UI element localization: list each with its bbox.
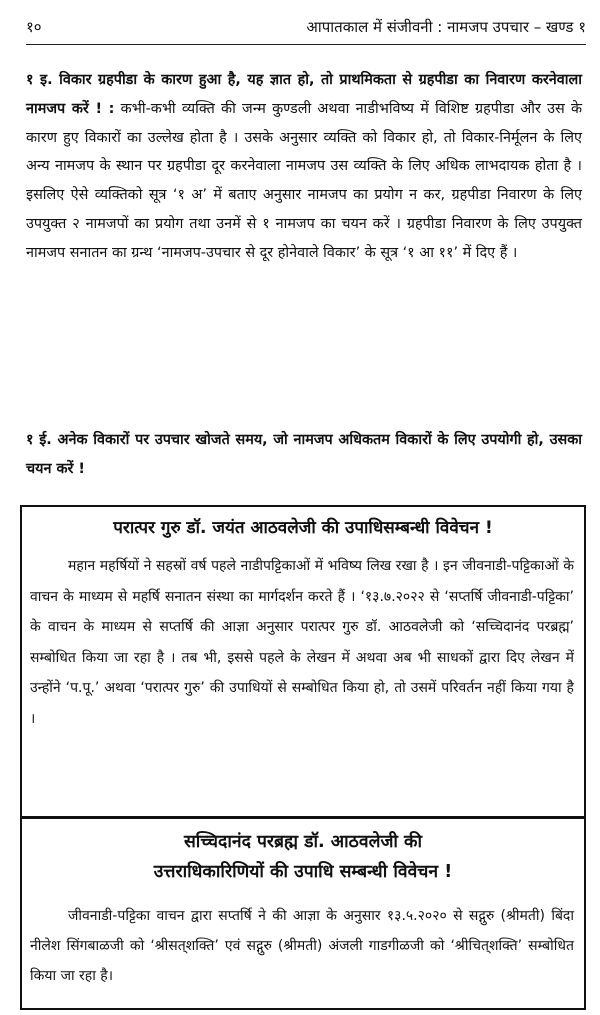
box1-title: परात्पर गुरु डॉ. जयंत आठवलेजी की उपाधिसम्बन्धी विवेचन ! [113,518,493,538]
box2-title-line1: सच्चिदानंद परब्रह्म डॉ. आठवलेजी की [183,832,423,852]
section-1e [26,66,582,268]
box2-title-line2: उत्तराधिकारिणियों की उपाधि सम्बन्धी विवेचन ! [153,862,453,882]
title-explanation-box [20,505,586,818]
box1-body-wrap [30,551,574,734]
section-1ee [26,426,582,484]
box2-body: जीवनाडी-पट्टिका वाचन द्वारा सप्तर्षि ने की आज्ञा के अनुसार १३.५.२०२० से सद्गुरु (श्रीमती) बिंदा नीलेश सिंगबाळजी को ‘श्रीसत्‌शक्ति’ एवं सद्गुरु (श्रीमती) अंजली गाडगीळजी को ‘श्रीचित्‌शक्ति’ सम्बोधित किया जा रहा है। [30,908,574,984]
box2-body-wrap [30,901,574,991]
box2-title [22,827,584,887]
successors-title-box [20,817,586,1010]
page-header [26,14,586,40]
header-rule [26,44,586,45]
section-1e-body: कभी-कभी व्यक्ति की जन्म कुण्डली अथवा नाडीभविष्य में विशिष्ट ग्रहपीडा और उस के कारण हुए विकारों का उल्लेख होता है । उसके अनुसार व्यक्ति को विकार हो, तो विकार-निर्मूलन के लिए अन्य नामजप के स्थान पर ग्रहपीडा दूर करनेवाला नामजप उस व्यक्ति के लिए अधिक लाभदायक होता है । इसलिए ऐसे व्यक्तिको सूत्र ‘१ अ’ में बताए अनुसार नामजप का प्रयोग न कर, ग्रहपीडा निवारण के लिए उपयुक्त २ नामजपों का प्रयोग तथा उनमें से १ नामजप का चयन करें । ग्रहपीडा निवारण के लिए उपयुक्त नामजप सनातन का ग्रन्थ ‘नामजप-उपचार से दूर होनेवाले विकार’ के सूत्र ‘१ आ ११’ में दिए हैं । [26,100,583,261]
running-title: आपातकाल में संजीवनी : नामजप उपचार – खण्ड १ [306,18,586,36]
page-number: १० [26,18,42,36]
section-1ee-heading: १ ई. अनेक विकारों पर उपचार खोजते समय, जो नामजप अधिकतम विकारों के लिए उपयोगी हो, उसका चयन करें ! [26,432,582,477]
box1-body: महान महर्षियों ने सहस्रों वर्ष पहले नाडीपट्टिकाओं में भविष्य लिख रखा है । इन जीवनाडी-पट्टिकाओं के वाचन के माध्यम से महर्षि सनातन संस्था का मार्गदर्शन करते हैं । ‘१३.७.२०२२ से ‘सप्तर्षि जीवनाडी-पट्टिका’ के वाचन के माध्यम से सप्तर्षि की आज्ञा अनुसार परात्पर गुरु डॉ. आठवलेजी को ‘सच्चिदानंद परब्रह्म’ सम्बोधित किया जा रहा है । तब भी, इससे पहले के लेखन में अथवा अब भी साधकों द्वारा दिए लेखन में उन्होंने ‘प.पू.’ अथवा ‘परात्पर गुरु’ की उपाधियों से सम्बोधित किया हो, तो उसमें परिवर्तन नहीं किया गया है । [30,558,574,727]
section-1e-heading: १ इ. विकार ग्रहपीडा के कारण हुआ है, यह ज्ञात हो, तो प्राथमिकता से ग्रहपीडा का निवारण करनेवाला नामजप करें ! : [26,72,582,117]
